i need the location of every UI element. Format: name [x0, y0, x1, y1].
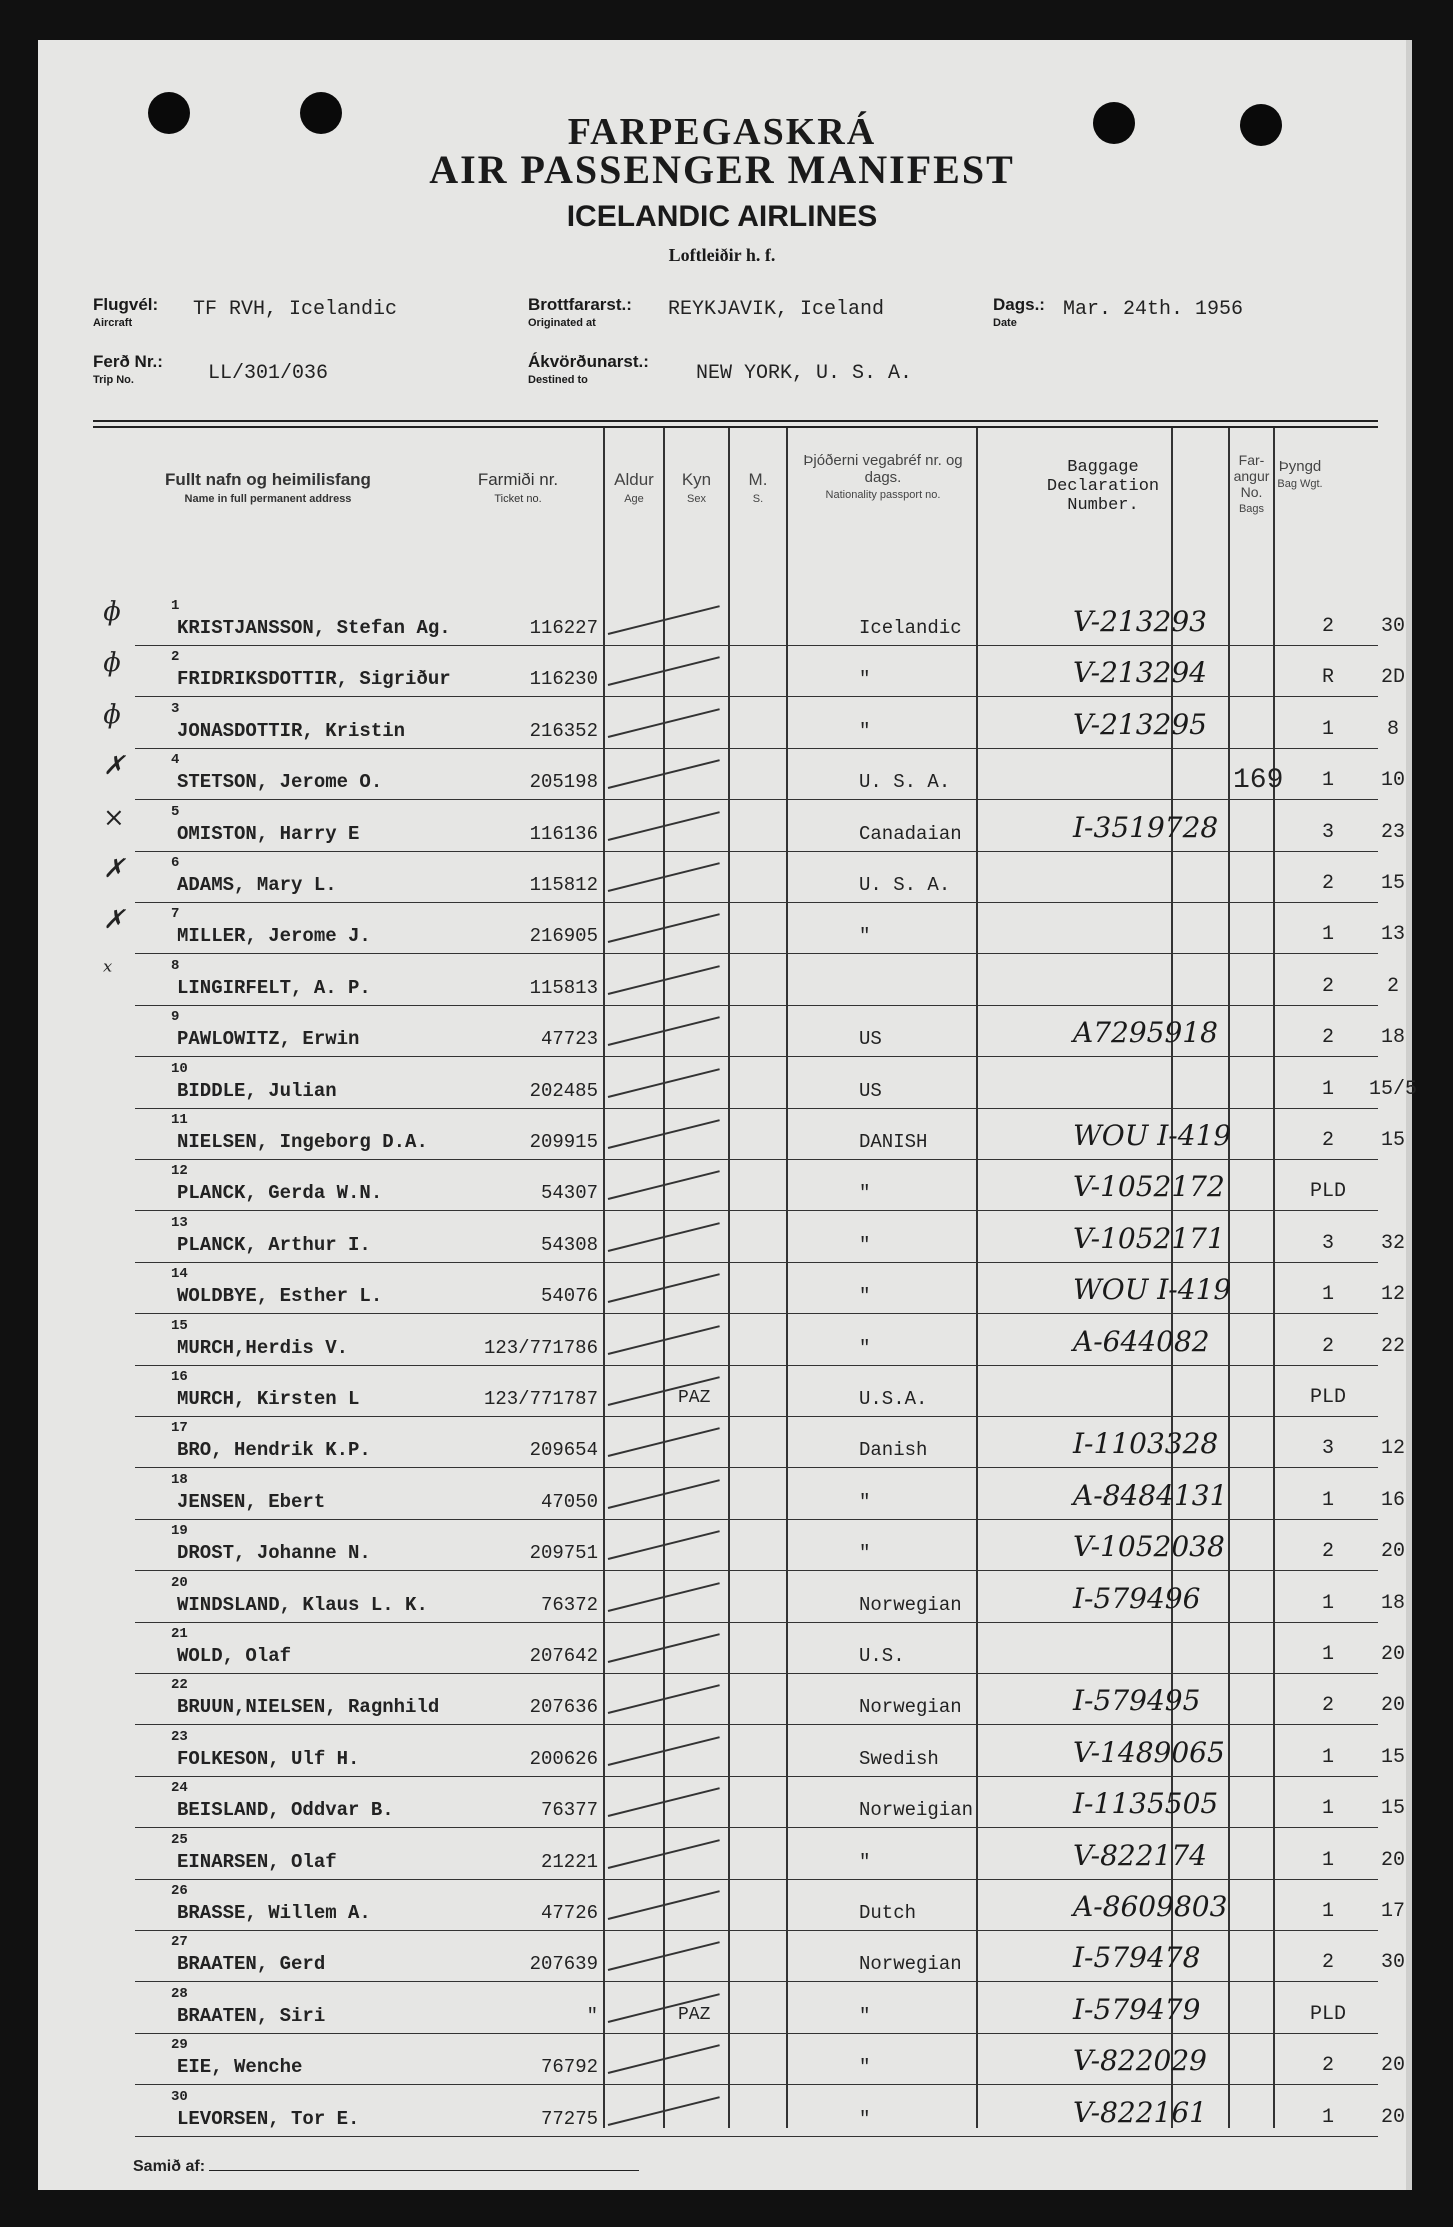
ticket-number: " — [586, 2004, 598, 2027]
ticket-number: 209915 — [529, 1131, 598, 1153]
nationality: " — [859, 2056, 871, 2079]
nationality: DANISH — [859, 1131, 928, 1153]
ticket-number: 207636 — [529, 1696, 598, 1719]
bag-weight: 2D — [1380, 666, 1405, 690]
passenger-row — [93, 1520, 1405, 1571]
passenger-row — [93, 698, 1399, 749]
bag-weight: 23 — [1380, 820, 1405, 844]
passenger-name: WOLDBYE, Esther L. — [177, 1285, 383, 1308]
check-stroke — [608, 1633, 720, 1663]
col-head-nationality: Þjóðerni vegabréf nr. og dags. Nationality passport no. — [803, 452, 963, 501]
ticket-number: 216905 — [529, 925, 598, 948]
passenger-checkmark: × — [103, 802, 125, 833]
check-stroke — [608, 965, 720, 995]
ticket-number: 76377 — [540, 1799, 598, 1822]
bag-count: 2 — [1321, 2054, 1334, 2078]
bag-count: 2 — [1321, 1951, 1334, 1975]
passenger-row — [93, 1058, 1417, 1109]
col-head-ticket: Farmiði nr. Ticket no. — [477, 470, 559, 505]
destination-value: NEW YORK, U. S. A. — [696, 362, 913, 385]
passenger-row — [93, 1777, 1405, 1828]
passenger-checkmark: ✗ — [103, 751, 125, 782]
passenger-name: BRASSE, Willem A. — [177, 1902, 371, 1924]
passenger-row — [93, 1674, 1405, 1725]
row-underline — [135, 2136, 1378, 2137]
manifest-sheet — [38, 40, 1417, 2190]
passenger-row — [93, 1983, 1378, 2034]
passenger-name: DROST, Johanne N. — [177, 1542, 371, 1565]
bag-weight: 15 — [1380, 1745, 1405, 1769]
check-stroke — [608, 1582, 720, 1612]
baggage-number: V-213293 — [1073, 605, 1207, 638]
bag-count: 1 — [1321, 1848, 1334, 1872]
baggage-number: 169 — [1233, 765, 1284, 797]
bag-count: 2 — [1321, 1540, 1334, 1564]
bag-weight: 8 — [1386, 717, 1399, 741]
passenger-name: WINDSLAND, Klaus L. K. — [177, 1593, 428, 1616]
aircraft-value: TF RVH, Icelandic — [193, 298, 398, 321]
origin-value: REYKJAVIK, Iceland — [668, 298, 885, 321]
baggage-number: V-1052172 — [1073, 1170, 1225, 1204]
nationality: US — [859, 1028, 882, 1051]
bag-weight: 30 — [1380, 615, 1405, 638]
bag-weight: 15/5 — [1368, 1077, 1417, 1101]
passenger-name: MILLER, Jerome J. — [177, 925, 371, 948]
bag-weight: 30 — [1380, 1951, 1405, 1975]
origin-label: Brottfararst.: Originated at — [528, 295, 632, 329]
passenger-name: OMISTON, Harry E — [177, 822, 360, 845]
nationality: Norweigian — [859, 1799, 974, 1822]
bag-weight: 12 — [1380, 1437, 1405, 1461]
check-stroke — [608, 1685, 720, 1715]
passenger-checkmark: ɸ — [103, 648, 121, 679]
baggage-number: I-1103328 — [1073, 1427, 1219, 1461]
passenger-number: 1 — [171, 598, 180, 614]
passenger-checkmark: ɸ — [103, 597, 121, 627]
passenger-name: ADAMS, Mary L. — [177, 874, 337, 896]
bag-weight: 15 — [1380, 872, 1405, 895]
nationality: " — [859, 2107, 871, 2130]
passenger-name: LINGIRFELT, A. P. — [177, 976, 371, 999]
baggage-number: I-579479 — [1073, 1992, 1201, 2026]
nationality: Swedish — [859, 1747, 939, 1770]
prepared-by: Samið af: — [133, 2158, 639, 2176]
passenger-number: 20 — [171, 1574, 188, 1591]
bag-weight: 20 — [1380, 1694, 1405, 1718]
ticket-number: 76372 — [540, 1593, 598, 1616]
ticket-number: 115813 — [529, 976, 598, 999]
check-stroke — [608, 862, 720, 892]
passenger-name: PLANCK, Gerda W.N. — [177, 1182, 383, 1205]
bag-weight: 20 — [1380, 2105, 1405, 2129]
check-stroke — [608, 1068, 720, 1098]
bag-count: 2 — [1321, 615, 1334, 638]
bag-weight: 12 — [1380, 1283, 1405, 1307]
passenger-number: 13 — [171, 1214, 188, 1231]
trip-label: Ferð Nr.: Trip No. — [93, 352, 163, 386]
baggage-number: I-579496 — [1073, 1581, 1201, 1615]
passenger-name: EIE, Wenche — [177, 2056, 303, 2079]
baggage-number: A-8484131 — [1073, 1478, 1228, 1512]
nationality: " — [859, 1850, 871, 1873]
baggage-number: WOU I-419 — [1073, 1273, 1232, 1307]
ticket-number: 209751 — [529, 1542, 598, 1565]
ticket-number: 77275 — [540, 2107, 598, 2130]
passenger-name: MURCH,Herdis V. — [177, 1336, 349, 1359]
bag-count: 2 — [1321, 872, 1334, 895]
bag-weight: 20 — [1380, 1643, 1405, 1666]
bag-count: 2 — [1321, 1026, 1334, 1050]
bag-weight: 18 — [1380, 1026, 1405, 1050]
passenger-name: KRISTJANSSON, Stefan Ag. — [177, 617, 451, 639]
ticket-number: 76792 — [540, 2056, 598, 2079]
passenger-number: 17 — [171, 1420, 188, 1437]
bag-weight: 20 — [1380, 2054, 1405, 2078]
nationality: US — [859, 1079, 882, 1102]
check-stroke — [608, 1479, 720, 1509]
nationality: " — [859, 1233, 871, 1256]
ticket-number: 202485 — [529, 1079, 598, 1102]
bag-weight: 22 — [1380, 1334, 1405, 1358]
passenger-number: 16 — [171, 1369, 188, 1385]
check-stroke — [608, 1736, 720, 1766]
bag-weight: 20 — [1380, 1540, 1405, 1564]
bag-count: 3 — [1321, 820, 1334, 844]
col-head-bags: Far- angur No. Bags — [1233, 452, 1270, 515]
passenger-number: 11 — [171, 1112, 188, 1128]
nationality: Norwegian — [859, 1593, 962, 1616]
bag-weight: 32 — [1380, 1231, 1405, 1255]
col-head-age: Aldur Age — [614, 470, 654, 505]
check-stroke — [608, 708, 720, 738]
date-value: Mar. 24th. 1956 — [1063, 298, 1244, 321]
passenger-number: 7 — [171, 906, 180, 923]
nationality: Norwegian — [859, 1696, 962, 1719]
nationality: " — [859, 1182, 871, 1205]
ticket-number: 54307 — [540, 1182, 598, 1205]
ticket-number: 209654 — [529, 1439, 598, 1462]
passenger-number: 14 — [171, 1266, 188, 1283]
bag-weight: 15 — [1380, 1129, 1405, 1152]
passenger-name: BRAATEN, Siri — [177, 2004, 326, 2027]
col-head-ms: M. S. — [748, 470, 768, 505]
passenger-row — [93, 749, 1405, 800]
passenger-name: LEVORSEN, Tor E. — [177, 2107, 360, 2130]
ticket-number: 116136 — [529, 822, 598, 845]
baggage-number: A-8609803 — [1073, 1890, 1228, 1923]
passenger-number: 29 — [171, 2037, 188, 2054]
nationality: " — [859, 1542, 871, 1565]
passenger-row — [93, 1829, 1405, 1880]
check-stroke — [608, 1787, 720, 1817]
passenger-name: FRIDRIKSDOTTIR, Sigriður — [177, 668, 451, 691]
header-rule-top — [93, 420, 1378, 422]
col-head-sex: Kyn Sex — [681, 470, 712, 505]
passenger-number: 24 — [171, 1780, 188, 1797]
bag-count: 1 — [1321, 717, 1334, 741]
title-english: AIR PASSENGER MANIFEST — [429, 147, 1015, 192]
passenger-number: 5 — [171, 803, 180, 820]
passenger-row — [93, 1726, 1405, 1777]
bag-weight: 17 — [1380, 1900, 1405, 1923]
nationality: " — [859, 719, 871, 742]
passenger-name: JENSEN, Ebert — [177, 1490, 326, 1513]
bag-count: 1 — [1321, 1900, 1334, 1923]
nationality: Dutch — [859, 1902, 917, 1924]
passenger-name: BEISLAND, Oddvar B. — [177, 1799, 394, 1822]
check-stroke — [608, 1325, 720, 1355]
passenger-name: BRO, Hendrik K.P. — [177, 1439, 371, 1462]
col-head-name: Fullt nafn og heimilisfang Name in full permanent address — [165, 470, 371, 505]
col-head-baggage: Baggage Declaration Number. — [1046, 458, 1160, 515]
bag-weight: 18 — [1380, 1591, 1405, 1615]
passenger-number: 27 — [171, 1934, 188, 1951]
ticket-number: 205198 — [529, 771, 598, 794]
check-stroke — [608, 1530, 720, 1560]
bag-count: PLD — [1309, 1180, 1346, 1204]
ticket-number: 116230 — [529, 668, 598, 691]
baggage-number: V-213294 — [1073, 656, 1207, 690]
passenger-row — [93, 1109, 1405, 1160]
nationality: U. S. A. — [859, 874, 951, 896]
check-stroke — [608, 1428, 720, 1458]
passenger-name: WOLD, Olaf — [177, 1645, 292, 1667]
nationality: U. S. A. — [859, 771, 951, 794]
ticket-number: 116227 — [529, 617, 598, 639]
bag-count: 1 — [1321, 1488, 1334, 1512]
ticket-number: 54076 — [540, 1285, 598, 1308]
destination-label: Ákvörðunarst.: Destined to — [528, 352, 649, 386]
ticket-number: 123/771786 — [483, 1336, 598, 1359]
passenger-name: MURCH, Kirsten L — [177, 1388, 360, 1410]
nationality: " — [859, 2004, 871, 2027]
passenger-row — [93, 1160, 1378, 1211]
ticket-number: 200626 — [529, 1747, 598, 1770]
passenger-number: 8 — [171, 957, 180, 974]
passenger-number: 12 — [171, 1163, 188, 1180]
baggage-number: I-579495 — [1073, 1684, 1201, 1718]
age-value: PAZ — [678, 1388, 711, 1408]
bag-count: 1 — [1321, 1591, 1334, 1615]
bag-count: PLD — [1309, 1386, 1346, 1409]
passenger-checkmark: ɸ — [103, 699, 121, 730]
passenger-row — [93, 2086, 1405, 2137]
date-label: Dags.: Date — [993, 295, 1045, 329]
check-stroke — [608, 2044, 720, 2074]
passenger-row — [93, 852, 1405, 903]
age-value: PAZ — [678, 2004, 711, 2025]
passenger-checkmark: ✗ — [103, 905, 125, 936]
passenger-checkmark: ˣ — [103, 956, 113, 987]
passenger-row — [93, 595, 1405, 646]
ticket-number: 216352 — [529, 719, 598, 742]
nationality: " — [859, 1336, 871, 1359]
bag-count: 1 — [1321, 923, 1334, 947]
passenger-row — [93, 903, 1405, 954]
baggage-number: I-1135505 — [1073, 1787, 1219, 1821]
baggage-number: I-3519728 — [1073, 810, 1219, 844]
passenger-number: 19 — [171, 1523, 188, 1540]
passenger-name: BIDDLE, Julian — [177, 1079, 337, 1102]
passenger-name: BRAATEN, Gerd — [177, 1953, 326, 1976]
header-rule-bottom — [93, 426, 1378, 428]
bag-count: 3 — [1321, 1231, 1334, 1255]
passenger-number: 21 — [171, 1626, 188, 1642]
passenger-row — [93, 1469, 1405, 1520]
check-stroke — [608, 1273, 720, 1303]
ticket-number: 207642 — [529, 1645, 598, 1667]
baggage-number: V-822174 — [1073, 1838, 1207, 1872]
passenger-row — [93, 801, 1405, 852]
nationality: Canadaian — [859, 822, 962, 845]
passenger-row — [93, 1623, 1405, 1674]
baggage-number: V-1052171 — [1073, 1221, 1225, 1255]
ticket-number: 207639 — [529, 1953, 598, 1976]
baggage-number: V-1052038 — [1073, 1530, 1225, 1564]
check-stroke — [608, 759, 720, 789]
bag-count: 1 — [1321, 1745, 1334, 1769]
passenger-number: 18 — [171, 1471, 188, 1488]
passenger-row — [93, 1315, 1405, 1366]
passenger-number: 22 — [171, 1677, 188, 1694]
bag-weight: 15 — [1380, 1797, 1405, 1821]
title-icelandic: FARPEGASKRÁ — [567, 111, 877, 153]
passenger-number: 30 — [171, 2088, 188, 2105]
passenger-row — [93, 1263, 1405, 1314]
passenger-number: 26 — [171, 1883, 188, 1899]
passenger-name: EINARSEN, Olaf — [177, 1850, 337, 1873]
trip-value: LL/301/036 — [208, 362, 329, 385]
ticket-number: 47050 — [540, 1490, 598, 1513]
passenger-number: 2 — [171, 649, 180, 666]
prepared-by-line — [209, 2170, 639, 2171]
baggage-number: V-822029 — [1073, 2044, 1207, 2078]
bag-weight: 20 — [1380, 1848, 1405, 1872]
ticket-number: 21221 — [540, 1850, 598, 1873]
bag-count: 2 — [1321, 1694, 1334, 1718]
passenger-row — [93, 646, 1405, 697]
bag-count: 1 — [1321, 769, 1334, 793]
check-stroke — [608, 914, 720, 944]
passenger-row — [93, 1880, 1405, 1931]
bag-weight: 13 — [1380, 923, 1405, 947]
passenger-number: 15 — [171, 1317, 188, 1334]
bag-count: 3 — [1321, 1437, 1334, 1461]
passenger-name: NIELSEN, Ingeborg D.A. — [177, 1131, 428, 1153]
baggage-number: A7295918 — [1073, 1016, 1218, 1050]
passenger-row — [93, 1212, 1405, 1263]
passenger-number: 6 — [171, 855, 180, 871]
bag-count: 1 — [1321, 1283, 1334, 1307]
passenger-row — [93, 1572, 1405, 1623]
nationality: " — [859, 1490, 871, 1513]
bag-weight: 16 — [1380, 1488, 1405, 1512]
aircraft-label: Flugvél: Aircraft — [93, 295, 159, 329]
check-stroke — [608, 2096, 720, 2126]
passenger-number: 4 — [171, 752, 180, 769]
passenger-name: PAWLOWITZ, Erwin — [177, 1028, 360, 1051]
check-stroke — [608, 1839, 720, 1869]
nationality: U.S.A. — [859, 1388, 928, 1410]
passenger-row — [93, 1006, 1405, 1057]
check-stroke — [608, 657, 720, 687]
nationality: Norwegian — [859, 1953, 962, 1976]
bag-count: 1 — [1321, 2105, 1334, 2129]
nationality: U.S. — [859, 1645, 905, 1667]
ticket-number: 123/771787 — [483, 1388, 598, 1410]
bag-count: 1 — [1321, 1797, 1334, 1821]
bag-count: 2 — [1321, 1334, 1334, 1358]
baggage-number: I-579478 — [1073, 1941, 1201, 1975]
check-stroke — [608, 1890, 720, 1920]
company-name: Loftleiðir h. f. — [668, 245, 776, 265]
passenger-number: 10 — [171, 1060, 188, 1077]
nationality: " — [859, 1285, 871, 1308]
passenger-number: 9 — [171, 1009, 180, 1026]
passenger-number: 23 — [171, 1728, 188, 1745]
baggage-number: V-213295 — [1073, 707, 1207, 741]
ticket-number: 47726 — [540, 1902, 598, 1924]
passenger-row — [93, 1417, 1405, 1468]
check-stroke — [608, 1171, 720, 1201]
check-stroke — [608, 811, 720, 841]
ticket-number: 115812 — [529, 874, 598, 896]
baggage-number: A-644082 — [1073, 1324, 1210, 1358]
bag-count: 1 — [1321, 1077, 1334, 1101]
check-stroke — [608, 1222, 720, 1252]
passenger-number: 3 — [171, 700, 180, 717]
nationality: Icelandic — [859, 617, 962, 639]
check-stroke — [608, 1016, 720, 1046]
check-stroke — [608, 1942, 720, 1972]
baggage-number: WOU I-419 — [1073, 1119, 1232, 1152]
check-stroke — [608, 1119, 720, 1149]
bag-count: 1 — [1321, 1643, 1334, 1666]
bag-count: 2 — [1321, 1129, 1334, 1152]
col-head-weight: Þyngd Bag Wgt. — [1277, 458, 1323, 490]
passenger-name: FOLKESON, Ulf H. — [177, 1747, 360, 1770]
airline-name: ICELANDIC AIRLINES — [566, 200, 878, 233]
ticket-number: 47723 — [540, 1028, 598, 1051]
passenger-row — [93, 1366, 1378, 1417]
nationality: " — [859, 668, 871, 691]
passenger-name: PLANCK, Arthur I. — [177, 1233, 371, 1256]
bag-weight: 10 — [1380, 769, 1405, 793]
bag-weight: 2 — [1386, 974, 1399, 998]
passenger-name: JONASDOTTIR, Kristin — [177, 719, 406, 742]
ticket-number: 54308 — [540, 1233, 598, 1256]
nationality: Danish — [859, 1439, 928, 1462]
passenger-name: STETSON, Jerome O. — [177, 771, 383, 794]
bag-count: 2 — [1321, 974, 1334, 998]
bag-count: R — [1321, 666, 1334, 690]
nationality: " — [859, 925, 871, 948]
passenger-checkmark: ✗ — [103, 854, 125, 884]
baggage-number: V-1489065 — [1073, 1735, 1225, 1769]
passenger-row — [93, 1931, 1405, 1982]
passenger-number: 25 — [171, 1831, 188, 1848]
passenger-number: 28 — [171, 1985, 188, 2002]
check-stroke — [608, 605, 720, 635]
passenger-name: BRUUN,NIELSEN, Ragnhild — [177, 1696, 440, 1719]
passenger-row — [93, 2034, 1405, 2085]
baggage-number: V-822161 — [1073, 2095, 1207, 2129]
passenger-row — [93, 955, 1399, 1006]
bag-count: PLD — [1309, 2002, 1346, 2026]
